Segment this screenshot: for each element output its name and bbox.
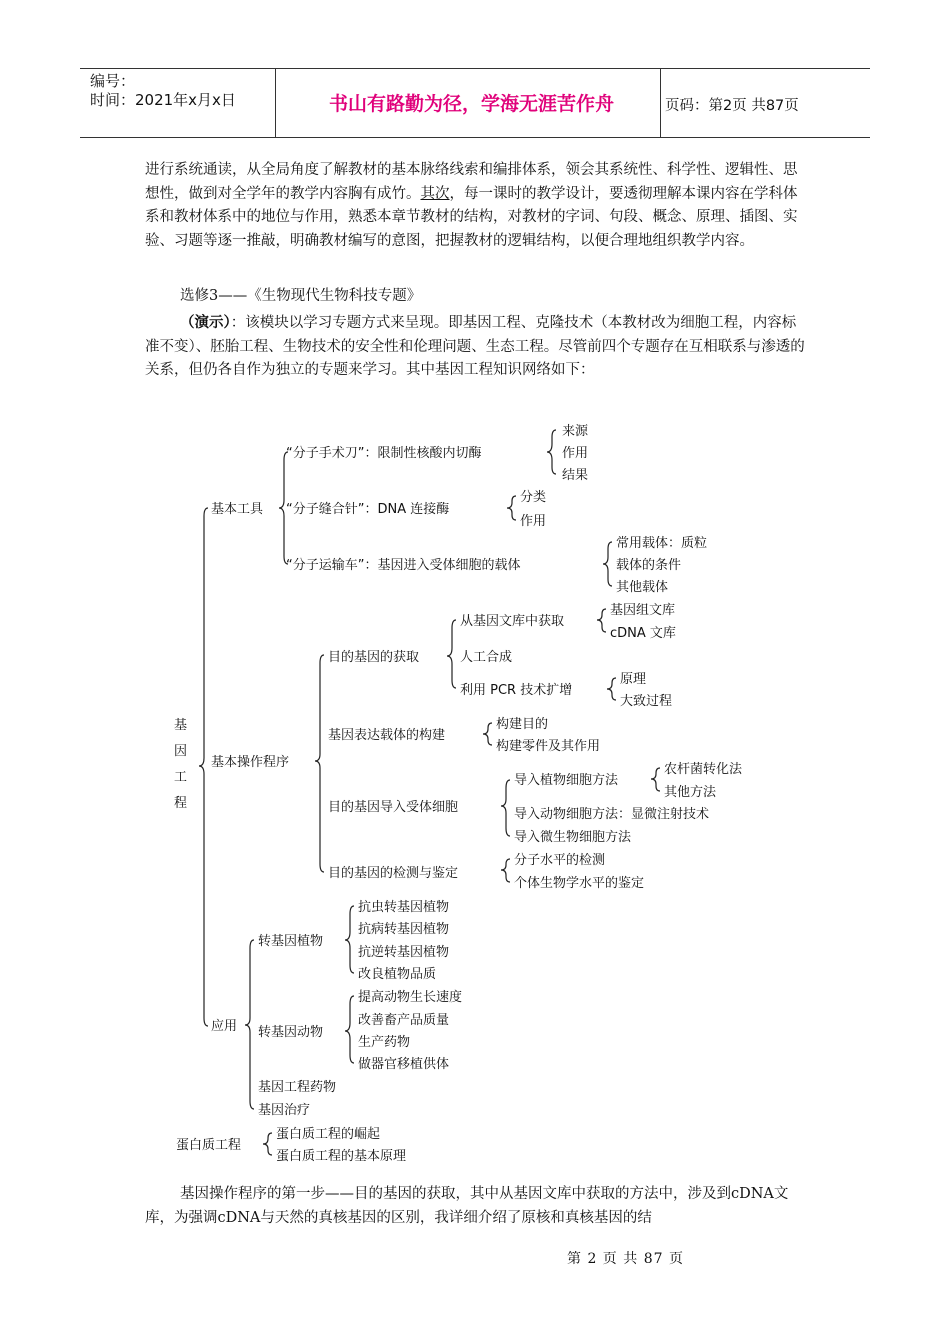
tree-leaf: 蛋白质工程的崛起 bbox=[276, 1127, 381, 1142]
tree-leaf: 结果 bbox=[562, 468, 589, 483]
tree-procedure: 基本操作程序 bbox=[211, 755, 290, 770]
doc-date-label: 时间：2021年x月x日 bbox=[90, 91, 236, 109]
brace-tg-plant bbox=[345, 906, 354, 973]
paragraph-1-text-end: ，每一课时的教学设计，要透彻理解本课内容在学科体系和教材体系中的地位与作用，熟悉本章节教材的结构，对教材的字词、句段、概念、原理、插图、实验、习题等逐一推敲，明确教材编写的意图，把握教材的逻辑结构，以便合理地组织教学内容。 bbox=[145, 185, 798, 249]
tree-leaf: 提高动物生长速度 bbox=[358, 990, 463, 1005]
tree-leaf: 农杆菌转化法 bbox=[664, 762, 743, 777]
tree-pcr: 利用 PCR 技术扩增 bbox=[460, 683, 573, 698]
tree-intro: 目的基因导入受体细胞 bbox=[328, 800, 459, 815]
brace-root bbox=[199, 508, 208, 1026]
tree-leaf: 改善畜产品质量 bbox=[358, 1013, 450, 1028]
header-page-number: 页码：第2页 共87页 bbox=[665, 98, 799, 114]
tree-leaf: 其他载体 bbox=[616, 580, 669, 595]
brace-procedure bbox=[315, 655, 324, 872]
tree-application: 应用 bbox=[211, 1019, 238, 1034]
tree-microbe-intro: 导入微生物细胞方法 bbox=[514, 830, 632, 845]
tree-synth: 人工合成 bbox=[460, 650, 513, 665]
header-motto: 书山有路勤为径，学海无涯苦作舟 bbox=[328, 93, 614, 115]
paragraph-2: 选修3——《生物现代生物科技专题》 bbox=[180, 288, 422, 304]
brace-tg-animal bbox=[345, 996, 354, 1063]
page-footer: 第 2 页 共 87 页 bbox=[567, 1251, 684, 1267]
tree-tg-plant: 转基因植物 bbox=[258, 934, 324, 949]
brace-library bbox=[597, 609, 606, 632]
tree-scissors: “分子手术刀”：限制性核酸内切酶 bbox=[286, 446, 482, 461]
tree-leaf: 其他方法 bbox=[664, 785, 717, 800]
brace-protein bbox=[263, 1133, 272, 1155]
tree-root-char: 工 bbox=[174, 770, 188, 785]
brace-carrier bbox=[603, 542, 612, 586]
brace-vector bbox=[483, 723, 492, 745]
tree-basic-tools: 基本工具 bbox=[211, 502, 264, 517]
tree-animal-intro: 导入动物细胞方法：显微注射技术 bbox=[514, 807, 710, 822]
tree-carrier: “分子运输车”：基因进入受体细胞的载体 bbox=[286, 558, 521, 573]
tree-detect: 目的基因的检测与鉴定 bbox=[328, 866, 459, 881]
tree-leaf: 做器官移植供体 bbox=[358, 1057, 450, 1072]
tree-root-char: 程 bbox=[174, 796, 188, 811]
brace-intro bbox=[501, 780, 510, 836]
tree-leaf: 基因组文库 bbox=[610, 603, 676, 618]
tree-leaf: 构建目的 bbox=[496, 717, 549, 732]
brace-pcr bbox=[607, 678, 616, 700]
tree-leaf: 生产药物 bbox=[358, 1035, 411, 1050]
tree-tg-animal: 转基因动物 bbox=[258, 1025, 324, 1040]
tree-therapy: 基因治疗 bbox=[258, 1103, 311, 1118]
tree-leaf: 抗虫转基因植物 bbox=[358, 900, 450, 915]
tree-leaf: 来源 bbox=[562, 424, 589, 439]
tree-obtain: 目的基因的获取 bbox=[328, 650, 420, 665]
doc-number-label: 编号： bbox=[90, 72, 136, 90]
tree-leaf: 大致过程 bbox=[620, 694, 673, 709]
brace-application bbox=[245, 940, 254, 1109]
brace-detect bbox=[501, 859, 510, 882]
tree-leaf: 构建零件及其作用 bbox=[496, 739, 601, 754]
tree-leaf: 作用 bbox=[520, 514, 547, 529]
paragraph-1-underlined: 其次 bbox=[420, 185, 450, 202]
tree-drugs: 基因工程药物 bbox=[258, 1080, 337, 1095]
brace-plant-intro bbox=[651, 768, 660, 791]
tree-leaf: 抗病转基因植物 bbox=[358, 922, 450, 937]
tree-leaf: 个体生物学水平的鉴定 bbox=[514, 876, 645, 891]
tree-leaf: 载体的条件 bbox=[616, 558, 682, 573]
tree-leaf: 原理 bbox=[620, 672, 647, 687]
tree-library: 从基因文库中获取 bbox=[460, 614, 565, 629]
tree-leaf: 常用载体：质粒 bbox=[616, 536, 708, 551]
tree-leaf: 分类 bbox=[520, 490, 547, 505]
brace-obtain bbox=[447, 620, 456, 688]
tree-vector: 基因表达载体的构建 bbox=[328, 728, 446, 743]
tree-leaf: 抗逆转基因植物 bbox=[358, 945, 450, 960]
tree-leaf: 改良植物品质 bbox=[358, 967, 437, 982]
tree-leaf: cDNA 文库 bbox=[610, 626, 676, 641]
paragraph-1-text: 进行系统通读，从全局角度了解教材的基本脉络线索和编排体系，领会其系统性、科学性、逻辑性、思想性，做到对全学年的教学内容胸有成竹。 bbox=[145, 162, 798, 202]
tree-leaf: 分子水平的检测 bbox=[514, 853, 606, 868]
brace-needle bbox=[507, 496, 516, 520]
tree-protein: 蛋白质工程 bbox=[176, 1138, 242, 1153]
tree-needle: “分子缝合针”：DNA 连接酶 bbox=[286, 502, 450, 517]
tree-root-char: 因 bbox=[174, 744, 188, 759]
tree-root-char: 基 bbox=[174, 718, 188, 733]
tree-leaf: 作用 bbox=[562, 446, 589, 461]
paragraph-4: 基因操作程序的第一步——目的基因的获取，其中从基因文库中获取的方法中，涉及到cDNA文库，为强调cDNA与天然的真核基因的区别，我详细介绍了原核和真核基因的结 bbox=[145, 1186, 789, 1226]
paragraph-3-text: ：该模块以学习专题方式来呈现。即基因工程、克隆技术（本教材改为细胞工程，内容标准不变）、胚胎工程、生物技术的安全性和伦理问题、生态工程。尽管前四个专题存在互相联系与渗透的关系，但仍各自作为独立的专题来学习。其中基因工程知识网络如下： bbox=[145, 315, 805, 378]
tree-leaf: 蛋白质工程的基本原理 bbox=[276, 1149, 407, 1164]
tree-plant-intro: 导入植物细胞方法 bbox=[514, 773, 619, 788]
paragraph-3-bold: （演示） bbox=[180, 314, 231, 331]
brace-scissors bbox=[547, 430, 556, 474]
